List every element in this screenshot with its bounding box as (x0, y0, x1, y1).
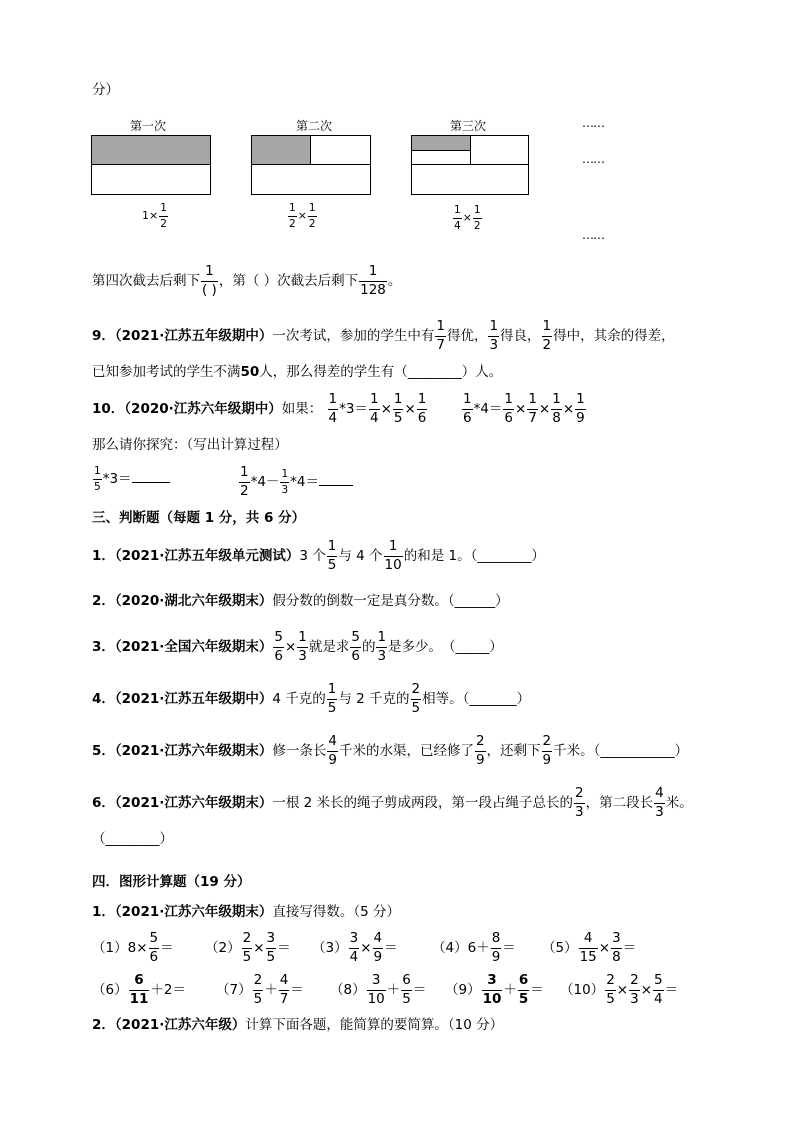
section-3-title: 三、判断题（每题 1 分，共 6 分） (92, 510, 306, 526)
q10-part-2: $\frac{1}{2}$ *4－ $\frac{1}{3}$ *4＝ (238, 466, 353, 498)
figure-caption-2: $\frac{1}{2}$ × $\frac{1}{2}$ (289, 202, 316, 230)
calc-4: （4）6＋ $\frac{8}{9}$ ＝ (432, 930, 516, 965)
ellipsis: …… (582, 152, 604, 166)
calc-2: （2） $\frac{2}{5}$ × $\frac{3}{5}$ ＝ (205, 930, 291, 965)
answer-blank[interactable] (319, 473, 353, 486)
ellipsis: …… (582, 228, 604, 242)
calc-7: （7） $\frac{2}{5}$ ＋ $\frac{4}{7}$ ＝ (216, 972, 304, 1007)
s4-q1: 1．（2021·江苏六年级期末）直接写得数。（5 分） (92, 904, 400, 920)
figure-label-3: 第三次 (450, 119, 487, 133)
calc-5: （5） $\frac{4}{15}$ × $\frac{3}{8}$ ＝ (542, 930, 637, 965)
s3-q1: 1．（2021·江苏五年级单元测试）3 个 $\frac{1}{5}$ 与 4 个 $\frac{1}{10}$ 的和是 1。（________） (92, 538, 545, 573)
s3-q6: 6．（2021·江苏六年级期末）一根 2 米长的绳子剪成两段，第一段占绳子总长的 $\frac{2}{3}$ ，第二段长 $\frac{4}{3}$ 米。 (92, 785, 693, 820)
calc-1: （1）8× $\frac{5}{6}$ ＝ (92, 930, 174, 965)
calc-3: （3） $\frac{3}{4}$ × $\frac{4}{9}$ ＝ (312, 930, 398, 965)
ellipsis: …… (582, 116, 604, 130)
calc-10: （10） $\frac{2}{5}$ × $\frac{2}{3}$ × $\frac{5}{4}$ ＝ (560, 972, 679, 1007)
calc-8: （8） $\frac{3}{10}$ ＋ $\frac{6}{5}$ ＝ (330, 972, 427, 1007)
continued-text: 分） (92, 82, 119, 98)
s3-q5: 5．（2021·江苏六年级期末）修一条长 $\frac{4}{9}$ 千米的水渠，已经修了 $\frac{2}{9}$ ，还剩下 $\frac{2}{9}$ 千米。（___________） (92, 733, 689, 768)
divider (91, 164, 211, 165)
divider (411, 150, 471, 151)
figure-label-1: 第一次 (130, 119, 167, 133)
s3-q3: 3．（2021·全国六年级期末） $\frac{5}{6}$ × $\frac{1}{3}$ 就是求 $\frac{5}{6}$ 的 $\frac{1}{3}$ 是多少。 （_____） (92, 629, 503, 664)
q10-line-1: 10．（2020·江苏六年级期中）如果： $\frac{1}{4}$ *3＝ $\frac{1}{4}$ × $\frac{1}{5}$ × $\frac{1}{6}$ $\frac{1}{6}$ *4＝ $\frac{1}{6}$ × $\frac{1}{7}$ × $\frac{1}{8}$ × $\frac{1}{9}$ (92, 391, 585, 426)
s3-q6-answer[interactable]: （________） (92, 831, 173, 847)
q10-line-2: 那么请你探究：（写出计算过程） (92, 437, 288, 453)
calc-6: （6） $\frac{6}{11}$ ＋2＝ (92, 972, 186, 1007)
calc-9: （9） $\frac{3}{10}$ ＋ $\frac{6}{5}$ ＝ (445, 972, 544, 1007)
s4-q2: 2．（2021·江苏六年级）计算下面各题，能简算的要简算。（10 分） (92, 1017, 504, 1033)
divider (310, 135, 311, 165)
figure-caption-1: 1× $\frac{1}{2}$ (142, 202, 167, 230)
figure-label-2: 第二次 (296, 119, 333, 133)
figure-caption-3: $\frac{1}{4}$ × $\frac{1}{2}$ (454, 204, 481, 232)
s3-q4: 4．（2021·江苏五年级期中）4 千克的 $\frac{1}{5}$ 与 2 千克的 $\frac{2}{5}$ 相等。（_______） (92, 681, 531, 716)
s3-q2: 2．（2020·湖北六年级期末）假分数的倒数一定是真分数。（______） (92, 593, 509, 609)
section-4-title: 四．图形计算题（19 分） (92, 874, 251, 890)
q10-part-1: $\frac{1}{5}$ *3＝ (92, 466, 170, 492)
answer-blank[interactable] (132, 470, 170, 483)
q8-question-line: 第四次截去后剩下 1 ( ) ，第（ ）次截去后剩下 $\frac{1}{128}$ 。 (92, 263, 402, 298)
q9-line-1: 9．（2021·江苏五年级期中）一次考试，参加的学生中有 $\frac{1}{7}$ 得优， $\frac{1}{3}$ 得良， $\frac{1}{2}$ 得中，其余的得差， (92, 318, 675, 353)
q9-line-2: 已知参加考试的学生不满50人，那么得差的学生有（________）人。 (92, 364, 503, 380)
